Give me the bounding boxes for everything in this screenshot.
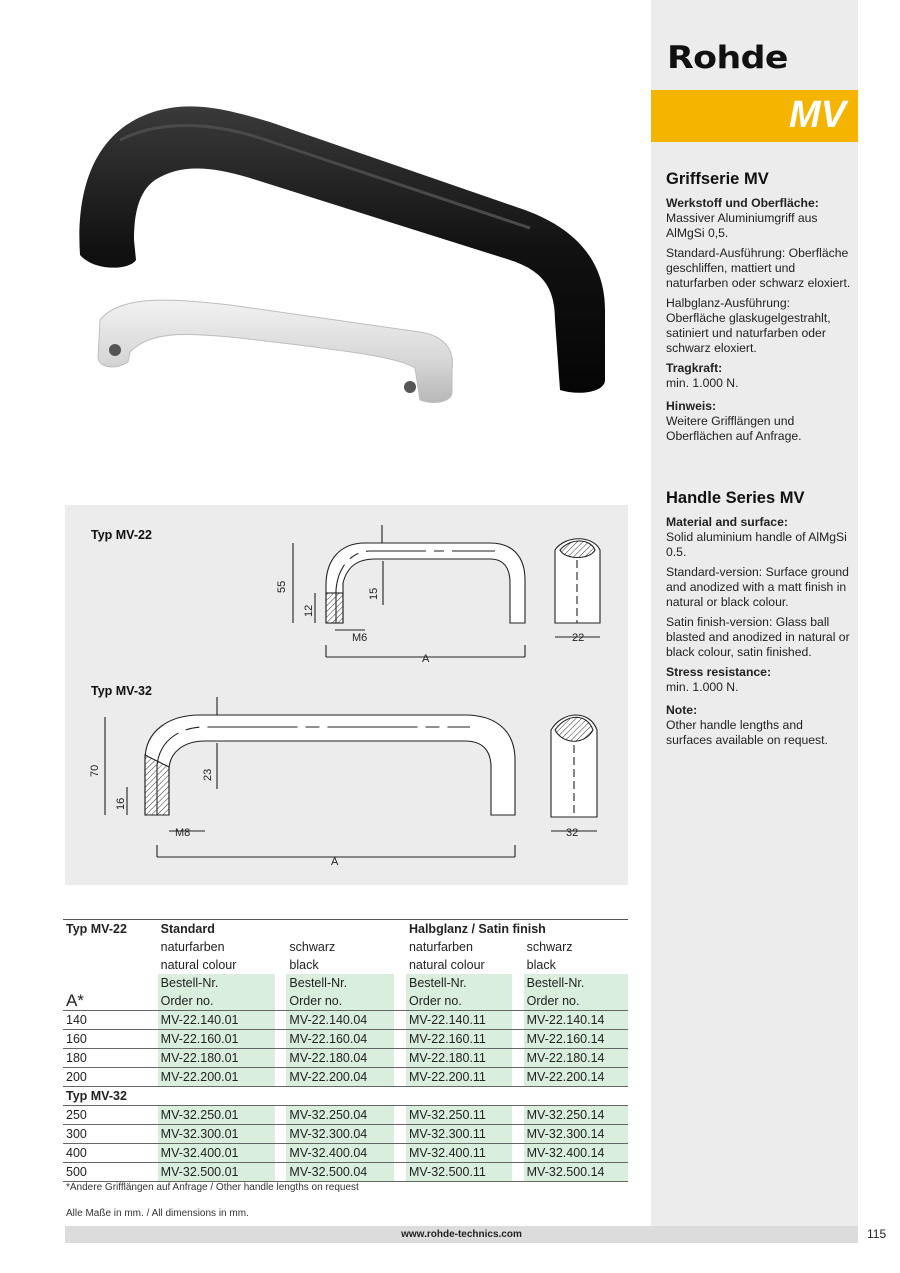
order-number: MV-22.200.11 xyxy=(406,1068,512,1087)
col-label-de: naturfarben xyxy=(160,940,225,954)
table-row xyxy=(63,1144,628,1163)
order-label-de: Bestell-Nr. xyxy=(406,974,512,992)
table-row xyxy=(63,1163,628,1182)
footnote-lengths: *Andere Grifflängen auf Anfrage / Other handle lengths on request xyxy=(66,1182,359,1193)
german-description xyxy=(666,172,851,449)
col-label-de: naturfarben xyxy=(408,940,473,954)
table-type-mv32: Typ MV-32 xyxy=(63,1087,628,1106)
order-number: MV-32.300.01 xyxy=(158,1125,275,1144)
col-label-de: schwarz xyxy=(526,940,573,954)
order-number: MV-22.160.11 xyxy=(406,1030,512,1049)
order-number: MV-22.200.01 xyxy=(158,1068,275,1087)
english-material-text: Solid aluminium handle of AlMgSi 0.5. xyxy=(666,530,847,559)
dim-12: 12 xyxy=(303,604,315,617)
table-row xyxy=(63,1125,628,1144)
table-row xyxy=(63,1011,628,1030)
mv32-handle-outline xyxy=(145,715,515,815)
silver-thread-hole-right xyxy=(404,381,416,393)
table-row xyxy=(63,1030,628,1049)
mv22-thread-section xyxy=(326,593,343,623)
english-satin-text: Satin finish-version: Glass ball blasted and anodized in natural or black colour, satin finished. xyxy=(666,615,850,659)
english-material-label: Material and surface: xyxy=(666,515,788,529)
length-a: 400 xyxy=(63,1144,158,1163)
table-satin-head: Halbglanz / Satin finish xyxy=(406,920,628,939)
series-code: MV xyxy=(789,94,846,136)
table-row xyxy=(63,1049,628,1068)
length-a: 160 xyxy=(63,1030,158,1049)
order-label-de: Bestell-Nr. xyxy=(524,974,628,992)
english-standard-text: Standard-version: Surface ground and anodized with a matt finish in natural or black colour. xyxy=(666,565,849,609)
german-standard-text: Standard-Ausführung: Oberfläche geschliffen, mattiert und naturfarben oder schwarz eloxiert. xyxy=(666,246,851,290)
col-label-en: black xyxy=(289,958,319,972)
order-number: MV-32.400.01 xyxy=(158,1144,275,1163)
order-number: MV-32.400.11 xyxy=(406,1144,512,1163)
drawing-label-mv32: Typ MV-32 xyxy=(91,684,152,698)
order-number: MV-32.300.04 xyxy=(286,1125,394,1144)
length-a: 140 xyxy=(63,1011,158,1030)
col-label-en: natural colour xyxy=(160,958,237,972)
order-number: MV-22.180.11 xyxy=(406,1049,512,1068)
dim-m6: M6 xyxy=(352,632,368,644)
order-label-en: Order no. xyxy=(286,992,394,1011)
order-number: MV-32.500.14 xyxy=(524,1163,628,1182)
order-number: MV-32.300.14 xyxy=(524,1125,628,1144)
dim-m8: M8 xyxy=(175,827,191,839)
order-table xyxy=(63,919,628,1182)
dim-a-mv22: A xyxy=(422,653,430,665)
dim-15: 15 xyxy=(368,587,380,600)
a-column-header: A* xyxy=(63,992,158,1011)
order-number: MV-32.500.04 xyxy=(286,1163,394,1182)
order-number: MV-22.140.11 xyxy=(406,1011,512,1030)
silver-thread-hole-left xyxy=(109,344,121,356)
col-label-de: schwarz xyxy=(289,940,336,954)
english-description xyxy=(666,491,851,753)
order-number: MV-32.500.11 xyxy=(406,1163,512,1182)
order-number: MV-32.500.01 xyxy=(158,1163,275,1182)
order-number: MV-32.400.14 xyxy=(524,1144,628,1163)
length-a: 200 xyxy=(63,1068,158,1087)
english-load-label: Stress resistance: xyxy=(666,665,772,679)
col-label-en: natural colour xyxy=(408,958,485,972)
order-number: MV-22.180.14 xyxy=(524,1049,628,1068)
page-number: 115 xyxy=(867,1227,887,1241)
col-label-en: black xyxy=(526,958,556,972)
order-number: MV-22.180.04 xyxy=(286,1049,394,1068)
order-label-en: Order no. xyxy=(406,992,512,1011)
order-number: MV-22.140.04 xyxy=(286,1011,394,1030)
rohde-logo: Rohde xyxy=(667,40,788,76)
english-note-label: Note: xyxy=(666,703,698,717)
technical-drawings xyxy=(65,505,628,885)
footnote-dimensions: Alle Maße in mm. / All dimensions in mm. xyxy=(66,1208,249,1219)
length-a: 300 xyxy=(63,1125,158,1144)
german-note-label: Hinweis: xyxy=(666,399,717,413)
silver-handle xyxy=(98,300,453,402)
order-label-de: Bestell-Nr. xyxy=(286,974,394,992)
german-title: Griffserie MV xyxy=(666,170,769,188)
length-a: 250 xyxy=(63,1106,158,1125)
footer-url[interactable]: www.rohde-technics.com xyxy=(65,1226,858,1243)
german-load-label: Tragkraft: xyxy=(666,361,723,375)
german-material-text: Massiver Aluminiumgriff aus AlMgSi 0,5. xyxy=(666,211,818,240)
drawing-label-mv22: Typ MV-22 xyxy=(91,528,152,542)
dim-55: 55 xyxy=(276,580,288,593)
order-number: MV-22.160.14 xyxy=(524,1030,628,1049)
length-a: 180 xyxy=(63,1049,158,1068)
german-load-text: min. 1.000 N. xyxy=(666,376,739,390)
order-number: MV-32.300.11 xyxy=(406,1125,512,1144)
order-number: MV-22.160.01 xyxy=(158,1030,275,1049)
table-type-mv22: Typ MV-22 xyxy=(63,920,158,939)
dim-32: 32 xyxy=(566,827,579,839)
order-number: MV-22.160.04 xyxy=(286,1030,394,1049)
series-band xyxy=(651,90,858,142)
dim-a-mv32: A xyxy=(331,856,339,868)
order-number: MV-32.250.04 xyxy=(286,1106,394,1125)
length-a: 500 xyxy=(63,1163,158,1182)
order-label-en: Order no. xyxy=(524,992,628,1011)
order-number: MV-32.250.14 xyxy=(524,1106,628,1125)
german-note-text: Weitere Grifflängen und Oberflächen auf Anfrage. xyxy=(666,414,802,443)
table-row xyxy=(63,1068,628,1087)
dim-16: 16 xyxy=(115,797,127,810)
table-row xyxy=(63,1106,628,1125)
german-satin-text: Halbglanz-Ausführung: Oberfläche glaskugelgestrahlt, satiniert und naturfarben oder schwarz eloxiert. xyxy=(666,296,831,355)
order-number: MV-22.140.01 xyxy=(158,1011,275,1030)
english-title: Handle Series MV xyxy=(666,489,805,507)
order-number: MV-32.250.01 xyxy=(158,1106,275,1125)
german-material-label: Werkstoff und Oberfläche: xyxy=(666,196,819,210)
order-number: MV-22.180.01 xyxy=(158,1049,275,1068)
order-number: MV-22.200.14 xyxy=(524,1068,628,1087)
english-note-text: Other handle lengths and surfaces available on request. xyxy=(666,718,828,747)
table-standard-head: Standard xyxy=(158,920,406,939)
english-load-text: min. 1.000 N. xyxy=(666,680,739,694)
order-number: MV-22.140.14 xyxy=(524,1011,628,1030)
dim-70: 70 xyxy=(89,764,101,777)
order-label-en: Order no. xyxy=(158,992,275,1011)
order-label-de: Bestell-Nr. xyxy=(158,974,275,992)
order-number: MV-22.200.04 xyxy=(286,1068,394,1087)
order-number: MV-32.250.11 xyxy=(406,1106,512,1125)
product-photo xyxy=(60,100,620,420)
order-number: MV-32.400.04 xyxy=(286,1144,394,1163)
dim-23: 23 xyxy=(202,768,214,781)
dim-22: 22 xyxy=(572,632,585,644)
